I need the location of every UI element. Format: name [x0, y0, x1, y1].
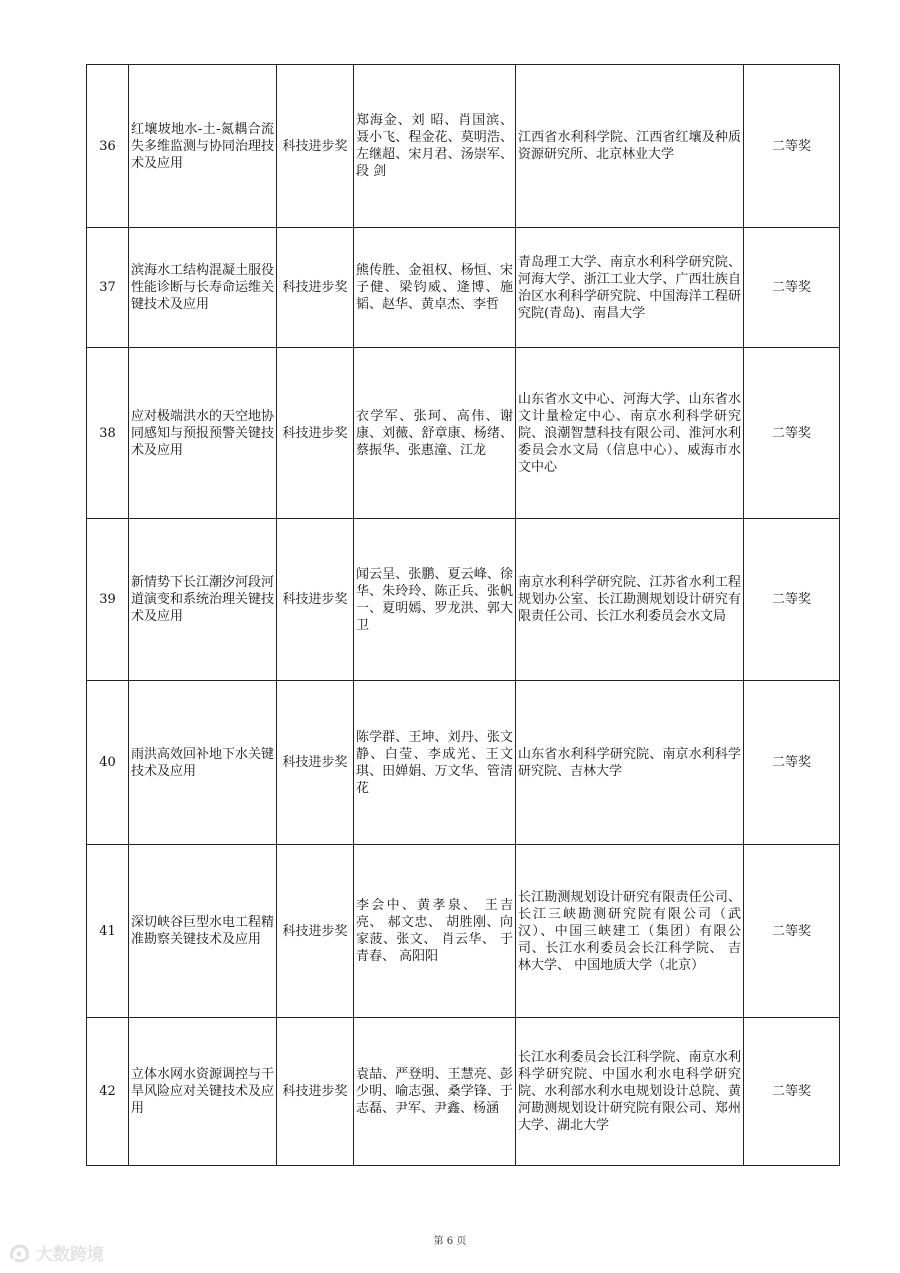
table-row: [87, 1018, 840, 1166]
project-name: 雨洪高效回补地下水关键技术及应用: [129, 681, 277, 845]
watermark-text: 大数跨境: [36, 1245, 104, 1265]
award-type: 科技进步奖: [277, 519, 354, 681]
organizations: 南京水利科学研究院、江苏省水利工程规划办公室、长江勘测规划设计研究有限责任公司、长江水利委员会水文局: [516, 519, 744, 681]
award-type: 科技进步奖: [277, 65, 354, 228]
table-row: [87, 65, 840, 228]
award-grade: 二等奖: [744, 228, 840, 348]
project-name: 深切峡谷巨型水电工程精准勘察关键技术及应用: [129, 845, 277, 1018]
table-row: [87, 519, 840, 681]
row-number: 39: [87, 519, 129, 681]
table-row: [87, 681, 840, 845]
swirl-logo-icon: [8, 1242, 32, 1264]
completers: 闻云呈、张鹏、夏云峰、徐华、朱玲玲、陈正兵、张帆一、夏明嫣、罗龙洪、郭大卫: [354, 519, 516, 681]
project-name: 滨海水工结构混凝土服役性能诊断与长寿命运维关键技术及应用: [129, 228, 277, 348]
organizations: 长江勘测规划设计研究有限责任公司、长江三峡勘测研究院有限公司（武汉）、中国三峡建工（集团）有限公司、长江水利委员会长江科学院、 吉林大学、 中国地质大学（北京）: [516, 845, 744, 1018]
organizations: 长江水利委员会长江科学院、南京水利科学研究院、中国水利水电科学研究院、水利部水利水电规划设计总院、黄河勘测规划设计研究院有限公司、郑州大学、湖北大学: [516, 1018, 744, 1166]
completers: 郑海金、刘 昭、肖国滨、聂小飞、程金花、莫明浩、左继超、宋月君、汤崇军、段 剑: [354, 65, 516, 228]
award-type: 科技进步奖: [277, 845, 354, 1018]
project-name: 立体水网水资源调控与干旱风险应对关键技术及应用: [129, 1018, 277, 1166]
page-number: 第 6 页: [433, 1236, 467, 1247]
award-grade: 二等奖: [744, 348, 840, 519]
completers: 袁喆、严登明、王慧亮、彭少明、喻志强、桑学锋、于志磊、尹军、尹鑫、杨涵: [354, 1018, 516, 1166]
project-name: 应对极端洪水的天空地协同感知与预报预警关键技术及应用: [129, 348, 277, 519]
project-name: 红壤坡地水-土-氮耦合流失多维监测与协同治理技术及应用: [129, 65, 277, 228]
award-grade: 二等奖: [744, 845, 840, 1018]
watermark: [8, 1240, 104, 1265]
award-grade: 二等奖: [744, 1018, 840, 1166]
award-type: 科技进步奖: [277, 681, 354, 845]
completers: 衣学军、张珂、高伟、谢康、刘薇、舒章康、杨绪、蔡振华、张惠潼、江龙: [354, 348, 516, 519]
organizations: 江西省水利科学院、江西省红壤及种质资源研究所、北京林业大学: [516, 65, 744, 228]
award-type: 科技进步奖: [277, 1018, 354, 1166]
completers: 熊传胜、金祖权、杨恒、宋子健、梁钧威、逄博、施韬、赵华、黄卓杰、李哲: [354, 228, 516, 348]
completers: 陈学群、王坤、刘丹、张文静、白莹、李成光、王文琪、田婵娟、万文华、管清花: [354, 681, 516, 845]
award-grade: 二等奖: [744, 519, 840, 681]
row-number: 36: [87, 65, 129, 228]
row-number: 41: [87, 845, 129, 1018]
row-number: 42: [87, 1018, 129, 1166]
completers: 李会中、黄孝泉、 王吉亮、 郝文忠、 胡胜刚、向家菠、张文、 肖云华、 于青春、 高阳阳: [354, 845, 516, 1018]
organizations: 山东省水利科学研究院、南京水利科学研究院、吉林大学: [516, 681, 744, 845]
organizations: 山东省水文中心、河海大学、山东省水文计量检定中心、南京水利科学研究院、浪潮智慧科技有限公司、淮河水利委员会水文局（信息中心）、威海市水文中心: [516, 348, 744, 519]
award-type: 科技进步奖: [277, 228, 354, 348]
row-number: 40: [87, 681, 129, 845]
table-row: [87, 228, 840, 348]
award-grade: 二等奖: [744, 681, 840, 845]
row-number: 38: [87, 348, 129, 519]
table-row: [87, 348, 840, 519]
project-name: 新情势下长江潮汐河段河道演变和系统治理关键技术及应用: [129, 519, 277, 681]
award-type: 科技进步奖: [277, 348, 354, 519]
row-number: 37: [87, 228, 129, 348]
table-row: [87, 845, 840, 1018]
awards-table: [86, 64, 840, 1166]
organizations: 青岛理工大学、南京水利科学研究院、河海大学、浙江工业大学、广西壮族自治区水利科学研究院、中国海洋工程研究院(青岛)、南昌大学: [516, 228, 744, 348]
award-grade: 二等奖: [744, 65, 840, 228]
